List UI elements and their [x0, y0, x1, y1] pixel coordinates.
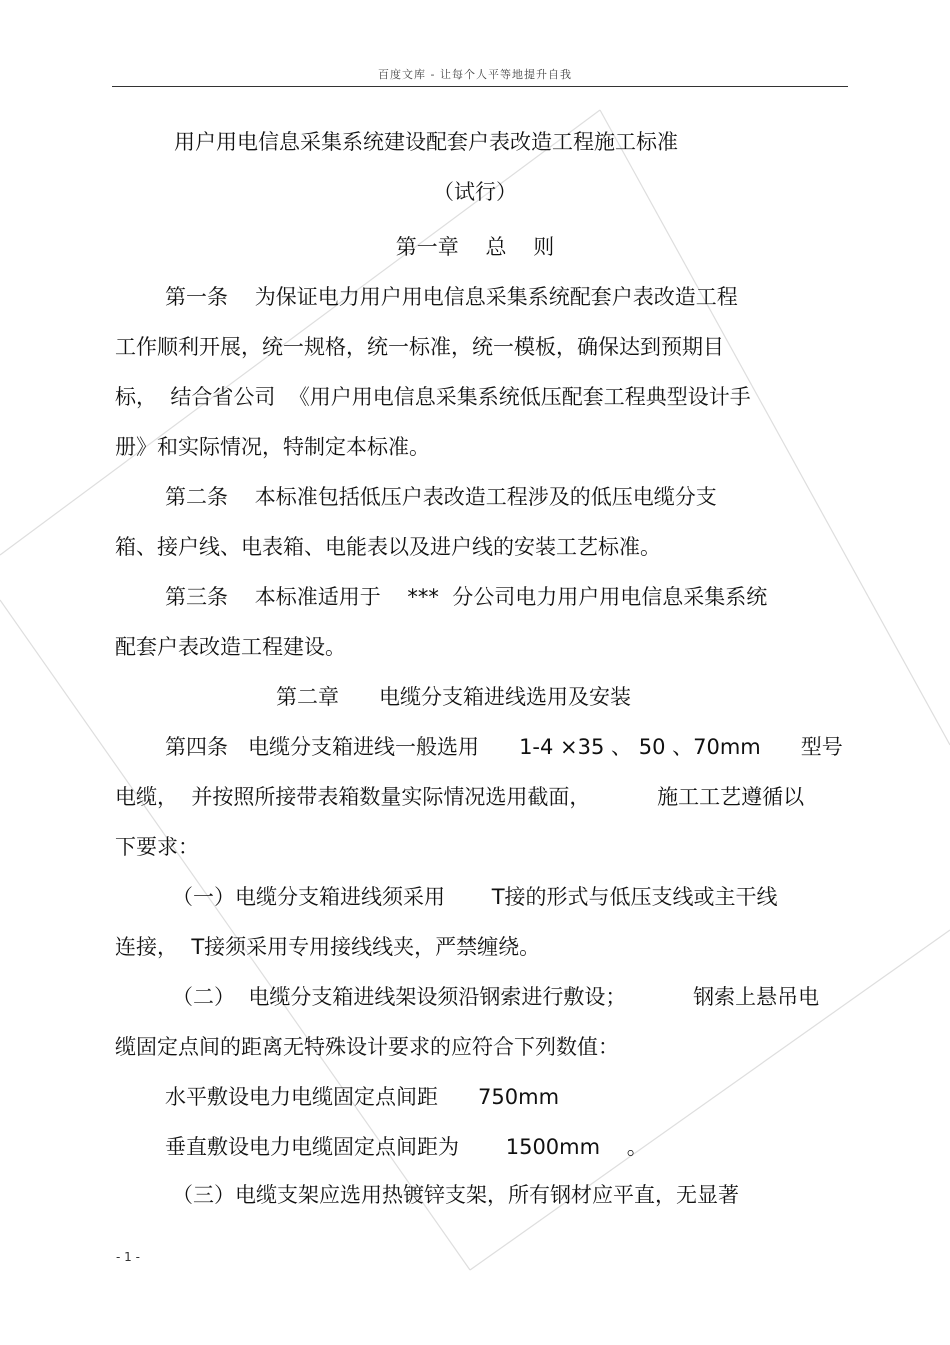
document-title: 用户用电信息采集系统建设配套户表改造工程施工标准 [174, 130, 678, 154]
body-line: 册》和实际情况，特制定本标准。 [115, 435, 430, 459]
body-line: 下要求： [115, 835, 199, 859]
body-line: 箱、接户线、电表箱、电能表以及进户线的安装工艺标准。 [115, 535, 661, 559]
page-number: - 1 - [116, 1250, 140, 1264]
body-line: 标， 结合省公司 《用户用电信息采集系统低压配套工程典型设计手 [115, 385, 751, 409]
chapter-2-heading: 第二章 电缆分支箱进线选用及安装 [276, 685, 632, 709]
body-line: （二） 电缆分支箱进线架设须沿钢索进行敷设； 钢索上悬吊电 [172, 985, 820, 1009]
body-line: 连接， T接须采用专用接线线夹，严禁缠绕。 [115, 935, 541, 959]
body-line: 电缆， 并按照所接带表箱数量实际情况选用截面， 施工工艺遵循以 [115, 785, 805, 809]
body-line: 缆固定点间的距离无特殊设计要求的应符合下列数值： [115, 1035, 619, 1059]
body-line: 工作顺利开展，统一规格，统一标准，统一模板，确保达到预期目 [115, 335, 724, 359]
body-line: 第三条 本标准适用于 *** 分公司电力用户用电信息采集系统 [165, 585, 768, 609]
page-header: 百度文库 - 让每个人平等地提升自我 [378, 68, 572, 81]
body-line: 第二条 本标准包括低压户表改造工程涉及的低压电缆分支 [165, 485, 717, 509]
body-line: （三）电缆支架应选用热镀锌支架，所有钢材应平直，无显著 [172, 1183, 739, 1207]
body-line: （一）电缆分支箱进线须采用 T接的形式与低压支线或主干线 [172, 885, 778, 909]
body-line: 水平敷设电力电缆固定点间距 750mm [165, 1085, 560, 1109]
body-line: 第四条 电缆分支箱进线一般选用 1-4 ×35 、 50 、70mm 型号 [165, 735, 843, 759]
body-line: 垂直敷设电力电缆固定点间距为 1500mm 。 [165, 1135, 648, 1159]
document-subtitle: （试行） [433, 180, 517, 204]
body-line: 配套户表改造工程建设。 [115, 635, 346, 659]
header-divider [112, 86, 848, 87]
chapter-1-heading: 第一章 总 则 [395, 235, 555, 259]
body-line: 第一条 为保证电力用户用电信息采集系统配套户表改造工程 [165, 285, 738, 309]
